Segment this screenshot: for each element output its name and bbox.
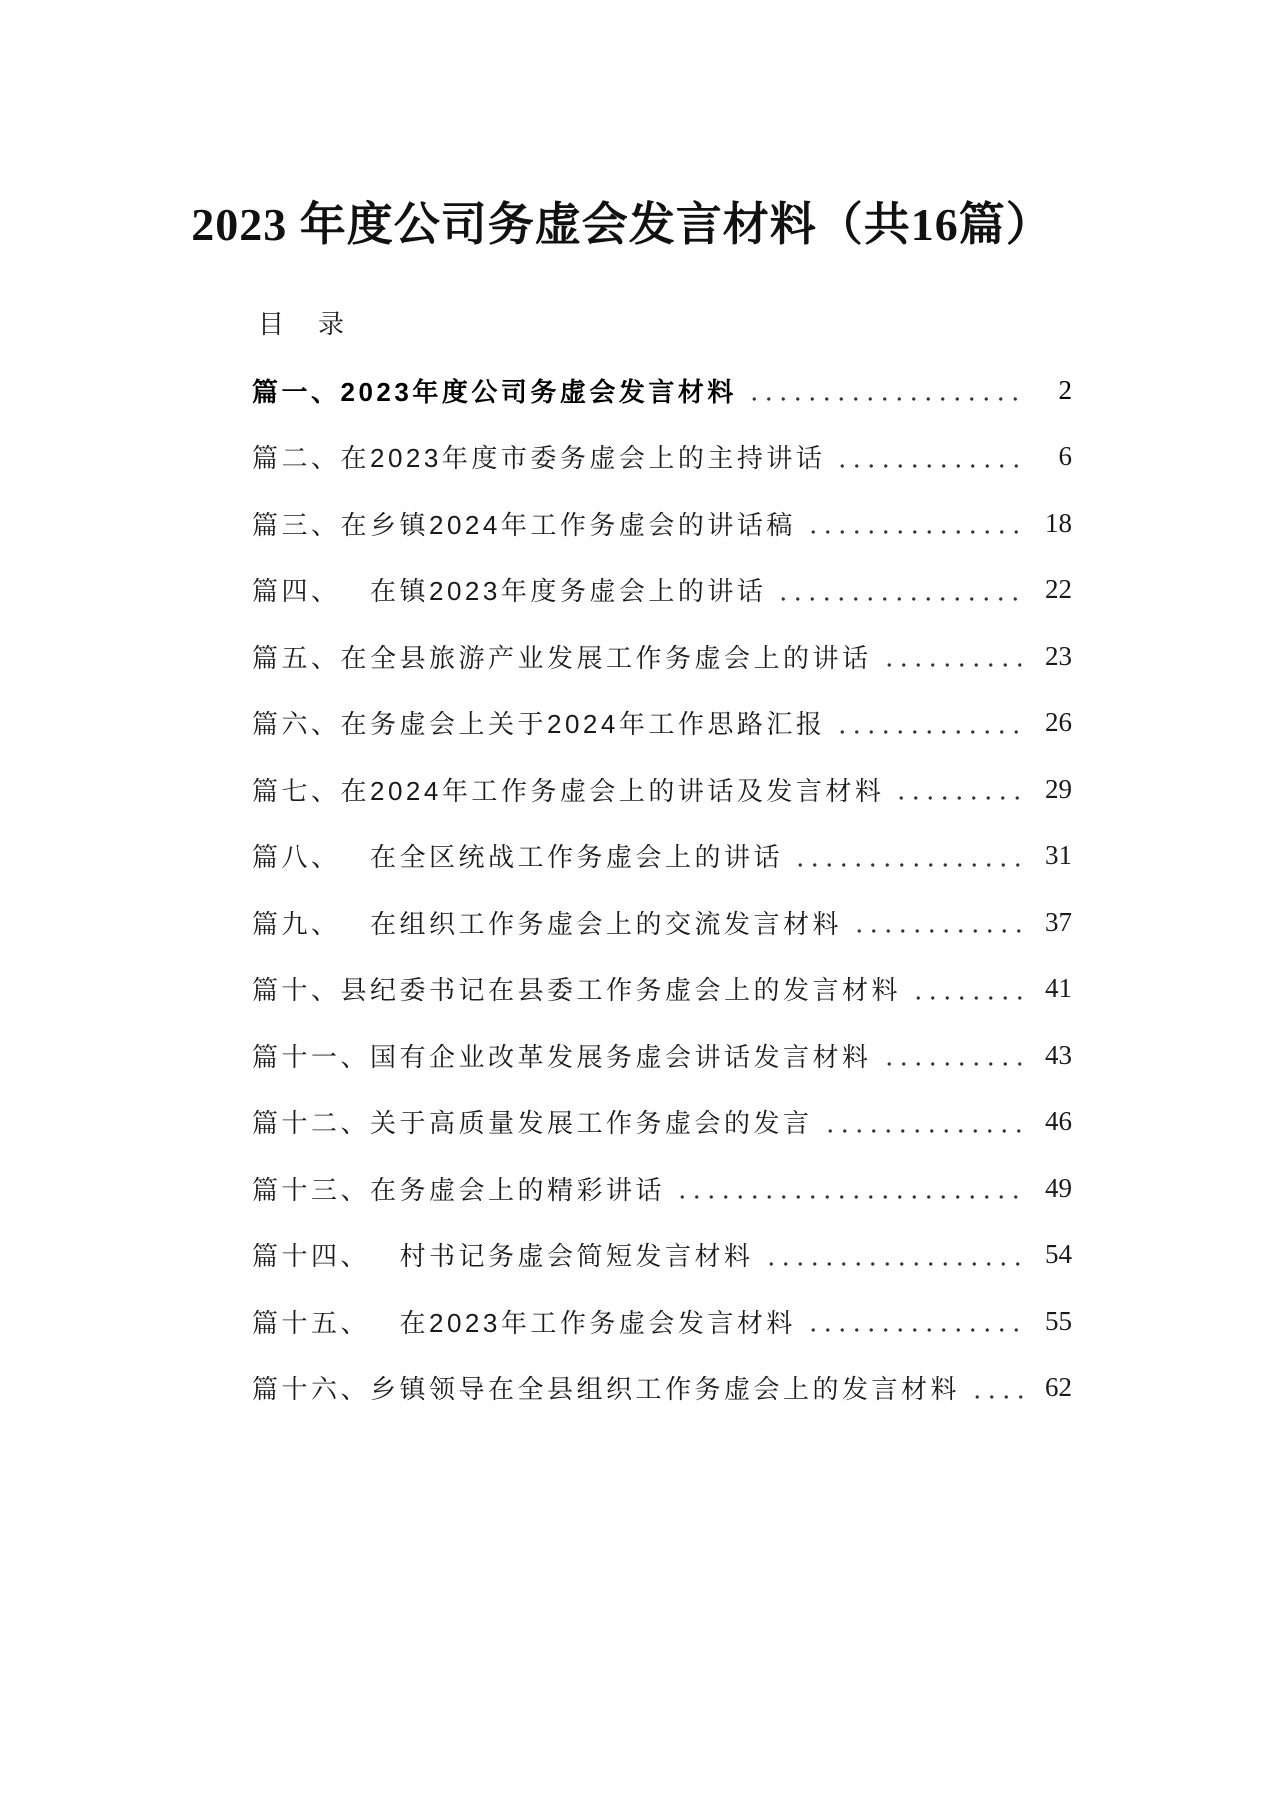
toc-entry-label: 篇十六、 xyxy=(252,1374,371,1405)
toc-entry xyxy=(252,823,1072,890)
toc-entry-page-number: 31 xyxy=(1045,840,1072,871)
toc-leader-dots xyxy=(823,1109,1024,1135)
toc-entry xyxy=(252,1288,1072,1355)
toc-entry xyxy=(252,623,1072,690)
toc-entry-title: 国有企业改革发展务虚会讲话发言材料 xyxy=(370,1041,872,1072)
toc-entry-title: 在务虚会上关于2024年工作思路汇报 xyxy=(340,709,826,740)
toc-entry-page-number: 23 xyxy=(1045,640,1072,671)
toc-entry-title: 在乡镇2024年工作务虚会的讲话稿 xyxy=(340,509,796,540)
toc-entry-title: 在组织工作务虚会上的交流发言材料 xyxy=(340,908,843,939)
toc-leader-dots xyxy=(747,377,1024,403)
document-title: 2023 年度公司务虚会发言材料（共16篇） xyxy=(191,199,1053,250)
toc-entry xyxy=(252,557,1072,624)
toc-entry xyxy=(252,889,1072,956)
toc-entry-page-number: 46 xyxy=(1045,1106,1072,1137)
toc-leader-dots xyxy=(970,1375,1024,1401)
toc-entry-title: 关于高质量发展工作务虚会的发言 xyxy=(370,1108,813,1139)
toc-entry-page-number: 22 xyxy=(1045,574,1072,605)
toc-entry xyxy=(252,1222,1072,1289)
toc-entry-page-number: 62 xyxy=(1045,1372,1072,1403)
toc-entry-title: 在2023年度市委务虚会上的主持讲话 xyxy=(340,443,826,474)
toc-entry-page-number: 37 xyxy=(1045,906,1072,937)
toc-entry xyxy=(252,690,1072,757)
toc-entry-title: 县纪委书记在县委工作务虚会上的发言材料 xyxy=(340,975,902,1006)
toc-entry-title: 在全区统战工作务虚会上的讲话 xyxy=(340,842,784,873)
toc-leader-dots xyxy=(793,843,1024,869)
toc-entry xyxy=(252,1022,1072,1089)
toc-entry xyxy=(252,1355,1072,1422)
toc-leader-dots xyxy=(776,577,1024,603)
toc-entry-title: 在镇2023年度务虚会上的讲话 xyxy=(340,576,767,607)
toc-leader-dots xyxy=(835,710,1024,736)
toc-heading: 目 录 xyxy=(258,309,349,339)
toc-leader-dots xyxy=(806,1308,1024,1334)
toc-entry-label: 篇十二、 xyxy=(252,1108,371,1139)
toc-entry-title: 在2024年工作务虚会上的讲话及发言材料 xyxy=(340,775,885,806)
toc-entry-page-number: 18 xyxy=(1045,507,1072,538)
toc-leader-dots xyxy=(806,510,1024,536)
toc-entry-label: 篇十五、 xyxy=(252,1307,371,1338)
toc-entry-page-number: 2 xyxy=(1058,374,1072,405)
toc-entry-page-number: 54 xyxy=(1045,1239,1072,1270)
toc-entry xyxy=(252,756,1072,823)
toc-entry-label: 篇一、 xyxy=(252,376,341,407)
toc-entry-label: 篇十四、 xyxy=(252,1241,371,1272)
toc-entry-page-number: 55 xyxy=(1045,1305,1072,1336)
toc-entry-page-number: 6 xyxy=(1058,441,1072,472)
toc-entry xyxy=(252,1089,1072,1156)
toc-entry-title: 在全县旅游产业发展工作务虚会上的讲话 xyxy=(340,642,872,673)
toc-entry-label: 篇四、 xyxy=(252,576,341,607)
toc-entry-page-number: 43 xyxy=(1045,1039,1072,1070)
toc-entry-title: 在2023年工作务虚会发言材料 xyxy=(370,1307,796,1338)
toc-entry-page-number: 41 xyxy=(1045,973,1072,1004)
toc-leader-dots xyxy=(894,776,1024,802)
toc-entry-label: 篇三、 xyxy=(252,509,341,540)
toc-entry-label: 篇八、 xyxy=(252,842,341,873)
toc-entry-label: 篇七、 xyxy=(252,775,341,806)
toc-entry-title: 乡镇领导在全县组织工作务虚会上的发言材料 xyxy=(370,1374,961,1405)
toc-entry-label: 篇六、 xyxy=(252,709,341,740)
toc-entry xyxy=(252,424,1072,491)
toc-entry-page-number: 49 xyxy=(1045,1172,1072,1203)
toc-entry-title: 2023年度公司务虚会发言材料 xyxy=(340,376,737,407)
toc-entry xyxy=(252,490,1072,557)
toc-entry-page-number: 29 xyxy=(1045,773,1072,804)
toc-entry xyxy=(252,357,1072,424)
toc-entry-label: 篇十一、 xyxy=(252,1041,371,1072)
toc-entry-label: 篇十三、 xyxy=(252,1174,371,1205)
toc-entry xyxy=(252,956,1072,1023)
toc-leader-dots xyxy=(882,1042,1024,1068)
toc-entry-title: 村书记务虚会简短发言材料 xyxy=(370,1241,754,1272)
toc-entry-label: 篇九、 xyxy=(252,908,341,939)
toc-leader-dots xyxy=(835,444,1024,470)
toc-leader-dots xyxy=(911,976,1024,1002)
table-of-contents xyxy=(252,357,1072,1421)
toc-leader-dots xyxy=(764,1242,1024,1268)
toc-entry-label: 篇二、 xyxy=(252,443,341,474)
toc-entry-page-number: 26 xyxy=(1045,707,1072,738)
toc-leader-dots xyxy=(882,643,1024,669)
toc-entry-title: 在务虚会上的精彩讲话 xyxy=(370,1174,666,1205)
toc-entry-label: 篇十、 xyxy=(252,975,341,1006)
toc-entry-label: 篇五、 xyxy=(252,642,341,673)
toc-leader-dots xyxy=(852,909,1024,935)
toc-leader-dots xyxy=(675,1175,1024,1201)
toc-entry xyxy=(252,1155,1072,1222)
